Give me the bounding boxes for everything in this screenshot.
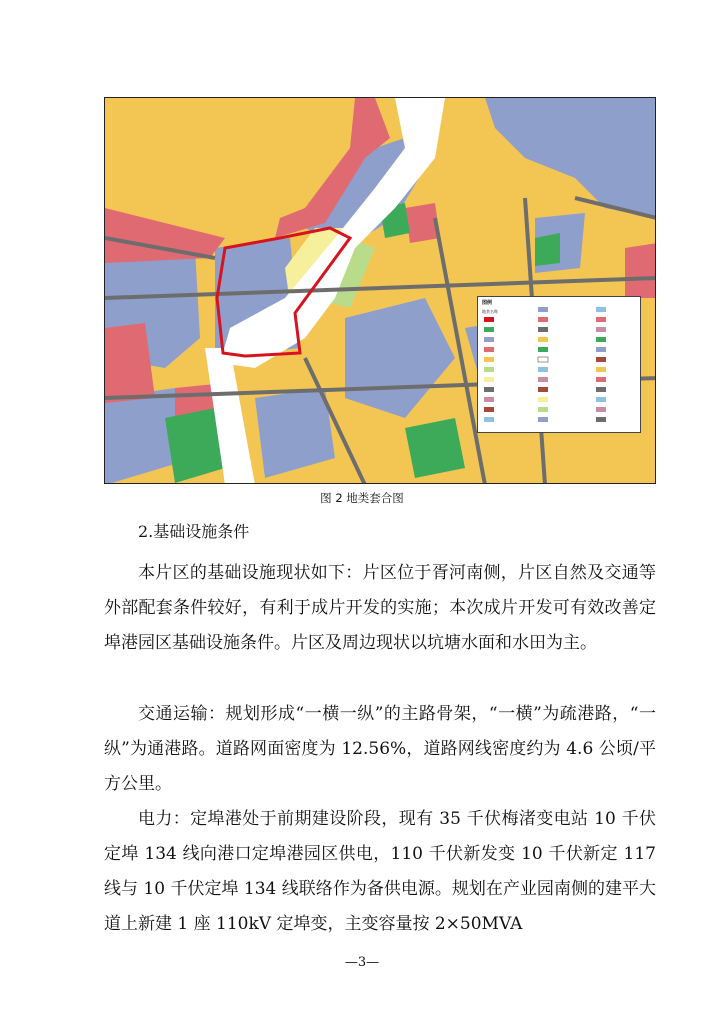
legend-title: 图例 xyxy=(482,300,493,306)
section-heading: 2.基础设施条件 xyxy=(138,522,250,541)
legend-swatches xyxy=(478,297,642,434)
land-use-map xyxy=(104,97,656,484)
legend-subtitle: 地类名称 xyxy=(482,309,498,314)
page-number: —3— xyxy=(344,955,380,970)
paragraph-transport: 交通运输：规划形成“一横一纵”的主路骨架，“一横”为疏港路，“一纵”为通港路。道路网面密度为 12.56%，道路网线密度约为 4.6 公顷/平方公里。 xyxy=(104,704,656,794)
map-legend xyxy=(477,296,641,433)
figure-caption: 图 2 地类套合图 xyxy=(320,491,404,505)
paragraph-power: 电力：定埠港处于前期建设阶段，现有 35 千伏梅渚变电站 10 千伏定埠 134 线向港口定埠港园区供电，110 千伏新发变 10 千伏新定 117 线与 10 千伏定埠 134 线联络作为备供电源。规划在产业园南侧的建平大道上新建 1 座 110kV 定埠变，主变容量按 2×50MVA xyxy=(104,809,656,934)
paragraph-infrastructure: 本片区的基础设施现状如下：片区位于胥河南侧，片区自然及交通等外部配套条件较好，有利于成片开发的实施；本次成片开发可有效改善定埠港园区基础设施条件。片区及周边现状以坑塘水面和水田为主。 xyxy=(104,563,656,653)
